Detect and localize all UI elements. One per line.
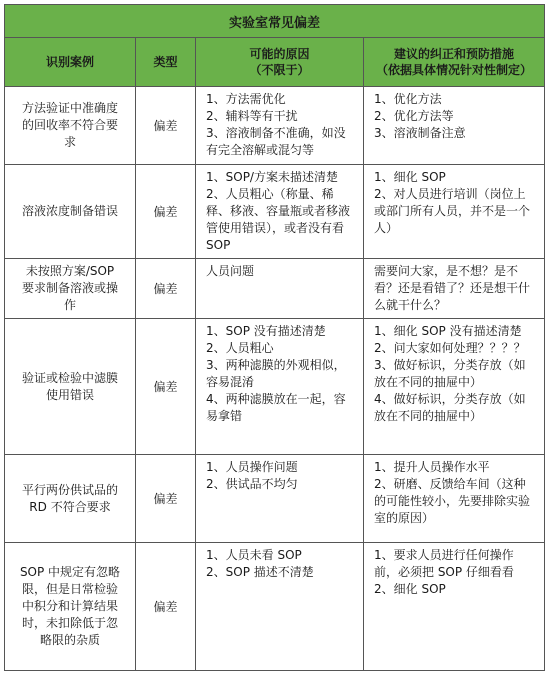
action-line: 2、优化方法等 xyxy=(374,109,454,123)
action-line: 2、细化 SOP xyxy=(374,582,446,596)
action-line: 1、细化 SOP xyxy=(374,170,446,184)
type-cell: 偏差 xyxy=(136,165,196,259)
type-cell: 偏差 xyxy=(136,543,196,671)
action-line: 看？还是看错了？还是想干什 xyxy=(374,281,531,295)
action-line: 需要问大家，是不想？是不 xyxy=(374,264,519,278)
case-line: 限，但是日常检验 xyxy=(21,582,118,596)
case-line: 求 xyxy=(63,135,76,149)
cause-line: 1、SOP 没有描述清楚 xyxy=(206,324,326,338)
action-cell xyxy=(364,319,545,455)
deviation-table xyxy=(4,4,545,671)
case-cell xyxy=(5,455,136,543)
action-line: 的可能性较小，先要排除实验 xyxy=(374,494,531,508)
table-title-row xyxy=(5,5,545,38)
cause-cell xyxy=(196,543,364,671)
case-line: 作 xyxy=(63,298,76,312)
action-cell xyxy=(364,87,545,165)
cause-line: 2、人员粗心 xyxy=(206,341,274,355)
table-body xyxy=(5,87,545,671)
cause-line: 3、溶液制备不准确，如没 xyxy=(206,126,346,140)
type-cell: 偏差 xyxy=(136,259,196,319)
case-line: 的回收率不符合要 xyxy=(21,118,118,132)
header-action xyxy=(364,38,545,87)
cause-line: 释、移液、容量瓶或者移液 xyxy=(206,204,351,218)
cause-line: 1、人员未看 SOP xyxy=(206,548,302,562)
header-cause-line2: （不限于） xyxy=(249,63,310,77)
action-line: 1、优化方法 xyxy=(374,92,442,106)
cause-line: 管使用错误），或者没有看 xyxy=(206,221,345,235)
action-line: 么就干什么？ xyxy=(374,298,447,312)
action-line: 2、对人员进行培训（岗位上 xyxy=(374,187,526,201)
case-cell xyxy=(5,87,136,165)
cause-line: 3、两种滤膜的外观相似， xyxy=(206,358,346,372)
cause-line: 易拿错 xyxy=(206,409,243,423)
case-cell xyxy=(5,165,136,259)
action-line: 前，必须把 SOP 仔细看看 xyxy=(374,565,514,579)
action-line: 放在不同的抽屉中） xyxy=(374,375,483,389)
action-line: 人） xyxy=(374,221,399,235)
table-row xyxy=(5,87,545,165)
header-type: 类型 xyxy=(136,38,196,87)
cause-line: 2、人员粗心（称量、稀 xyxy=(206,187,334,201)
table-row xyxy=(5,455,545,543)
table-row xyxy=(5,259,545,319)
header-cause xyxy=(196,38,364,87)
cause-line: 1、方法需优化 xyxy=(206,92,286,106)
action-line: 2、研磨、反馈给车间（这种 xyxy=(374,477,526,491)
action-line: 4、做好标识，分类存放（如 xyxy=(374,392,526,406)
cause-cell xyxy=(196,455,364,543)
action-line: 放在不同的抽屉中） xyxy=(374,409,483,423)
case-line: 略限的杂质 xyxy=(39,633,100,647)
case-line: RD 不符合要求 xyxy=(29,499,111,514)
case-line: 平行两份供试品的 xyxy=(21,482,118,497)
table-header-row xyxy=(5,38,545,87)
cause-cell xyxy=(196,259,364,319)
case-line: 使用错误 xyxy=(45,387,94,402)
action-cell xyxy=(364,259,545,319)
case-line: 未按照方案/SOP xyxy=(25,264,115,278)
action-line: 1、提升人员操作水平 xyxy=(374,460,490,474)
action-line: 2、问大家如何处理？？？？ xyxy=(374,341,526,355)
cause-line: SOP xyxy=(206,238,231,252)
case-line: 验证或检验中滤膜 xyxy=(21,370,118,385)
header-action-line2: （依据具体情况针对性制定） xyxy=(376,63,533,77)
action-line: 室的原因） xyxy=(374,511,435,525)
case-line: 时，未扣除低于忽 xyxy=(21,616,118,630)
case-line: SOP 中规定有忽略 xyxy=(19,565,121,579)
action-cell xyxy=(364,165,545,259)
cause-line: 容易混淆 xyxy=(206,375,255,389)
cause-line: 1、SOP/方案未描述清楚 xyxy=(206,170,338,184)
cause-line: 2、辅料等有干扰 xyxy=(206,109,298,123)
case-line: 中积分和计算结果 xyxy=(21,599,118,613)
type-cell: 偏差 xyxy=(136,455,196,543)
action-line: 1、要求人员进行任何操作 xyxy=(374,548,514,562)
header-case: 识别案例 xyxy=(5,38,136,87)
action-line: 3、溶液制备注意 xyxy=(374,126,466,140)
action-line: 或部门所有人员，并不是一个 xyxy=(374,204,531,218)
cause-line: 2、供试品不均匀 xyxy=(206,477,298,491)
action-line: 1、细化 SOP 没有描述清楚 xyxy=(374,324,522,338)
case-line: 方法验证中准确度 xyxy=(21,101,118,115)
cause-line: 有完全溶解或混匀等 xyxy=(206,143,315,157)
cause-cell xyxy=(196,165,364,259)
case-cell xyxy=(5,543,136,671)
case-line: 溶液浓度制备错误 xyxy=(21,204,118,218)
type-cell: 偏差 xyxy=(136,319,196,455)
table-row xyxy=(5,165,545,259)
cause-line: 4、两种滤膜放在一起，容 xyxy=(206,392,346,406)
table-title: 实验室常见偏差 xyxy=(5,5,545,38)
header-cause-line1: 可能的原因 xyxy=(249,47,310,61)
action-cell xyxy=(364,455,545,543)
action-cell xyxy=(364,543,545,671)
cause-cell xyxy=(196,319,364,455)
type-cell: 偏差 xyxy=(136,87,196,165)
case-cell xyxy=(5,259,136,319)
case-cell xyxy=(5,319,136,455)
cause-line: 2、SOP 描述不清楚 xyxy=(206,565,314,579)
cause-line: 人员问题 xyxy=(206,264,255,278)
cause-cell xyxy=(196,87,364,165)
table-row xyxy=(5,543,545,671)
header-action-line1: 建议的纠正和预防措施 xyxy=(394,47,515,61)
table-row xyxy=(5,319,545,455)
case-line: 要求制备溶液或操 xyxy=(21,281,118,295)
cause-line: 1、人员操作问题 xyxy=(206,460,298,474)
action-line: 3、做好标识，分类存放（如 xyxy=(374,358,526,372)
